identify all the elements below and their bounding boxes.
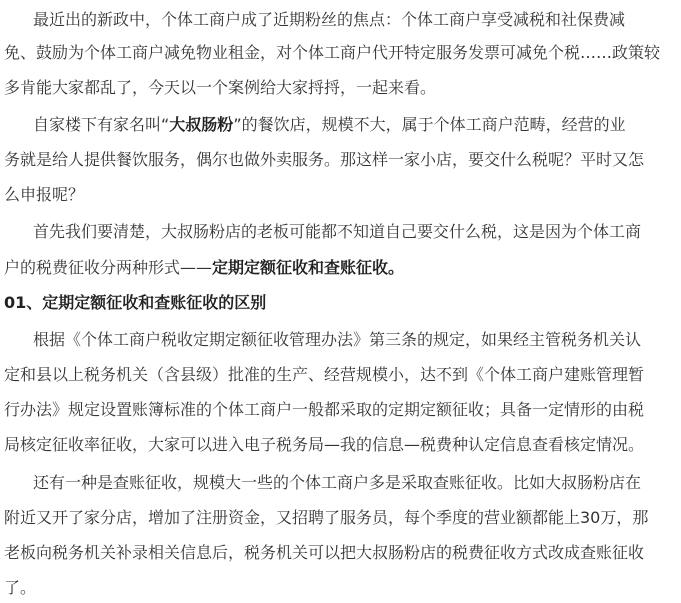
paragraph-3-line-2 [4,258,404,278]
paragraph-2-line-1 [33,115,626,135]
paragraph-1-line-1: 最近出的新政中，个体工商户成了近期粉丝的焦点：个体工商户享受减税和社保费减 [33,10,626,29]
paragraph-5-line-4: 了。 [4,578,37,597]
paragraph-3-line-1: 首先我们要清楚，大叔肠粉店的老板可能都不知道自己要交什么税，这是因为个体工商 [33,222,642,241]
paragraph-5-line-2: 附近又开了家分店，增加了注册资金，又招聘了服务员，每个季度的营业额都能上30万，那 [4,508,649,527]
paragraph-3-text-before-emphasis: 户的税费征收分两种形式—— [4,258,213,277]
paragraph-2-line-2: 务就是给人提供餐饮服务，偶尔也做外卖服务。那这样一家小店，要交什么税呢？平时又怎 [4,150,645,169]
section-heading: 01、定期定额征收和查账征收的区别 [4,293,267,312]
paragraph-2-line-3: 么申报呢？ [4,185,85,204]
paragraph-1-line-3: 多肯能大家都乱了，今天以一个案例给大家捋捋，一起来看。 [4,78,437,97]
paragraph-4-line-2: 定和县以上税务机关（含县级）批准的生产、经营规模小，达不到《个体工商户建账管理暂 [4,365,645,384]
paragraph-2-text-after-name: ”的餐饮店，规模不大，属于个体工商户范畴，经营的业 [233,115,626,134]
paragraph-4-line-4: 局核定征收率征收，大家可以进入电子税务局—我的信息—税费种认定信息查看核定情况。 [4,435,645,454]
shop-name-emphasis: 大叔肠粉 [169,115,234,134]
paragraph-5-line-1: 还有一种是查账征收，规模大一些的个体工商户多是采取查账征收。比如大叔肠粉店在 [33,473,642,492]
paragraph-2-text-before-name: 自家楼下有家名叫“ [33,115,170,134]
paragraph-5-line-3: 老板向税务机关补录相关信息后，税务机关可以把大叔肠粉店的税费征收方式改成查账征收 [4,543,645,562]
collection-forms-emphasis: 定期定额征收和查账征收。 [212,258,405,277]
paragraph-1-line-2: 免、鼓励为个体工商户减免物业租金，对个体工商户代开特定服务发票可减免个税……政策较 [4,43,661,62]
paragraph-4-line-3: 行办法》规定设置账簿标准的个体工商户一般都采取的定期定额征收；具备一定情形的由税 [4,400,645,419]
paragraph-4-line-1: 根据《个体工商户税收定期定额征收管理办法》第三条的规定，如果经主管税务机关认 [33,330,642,349]
